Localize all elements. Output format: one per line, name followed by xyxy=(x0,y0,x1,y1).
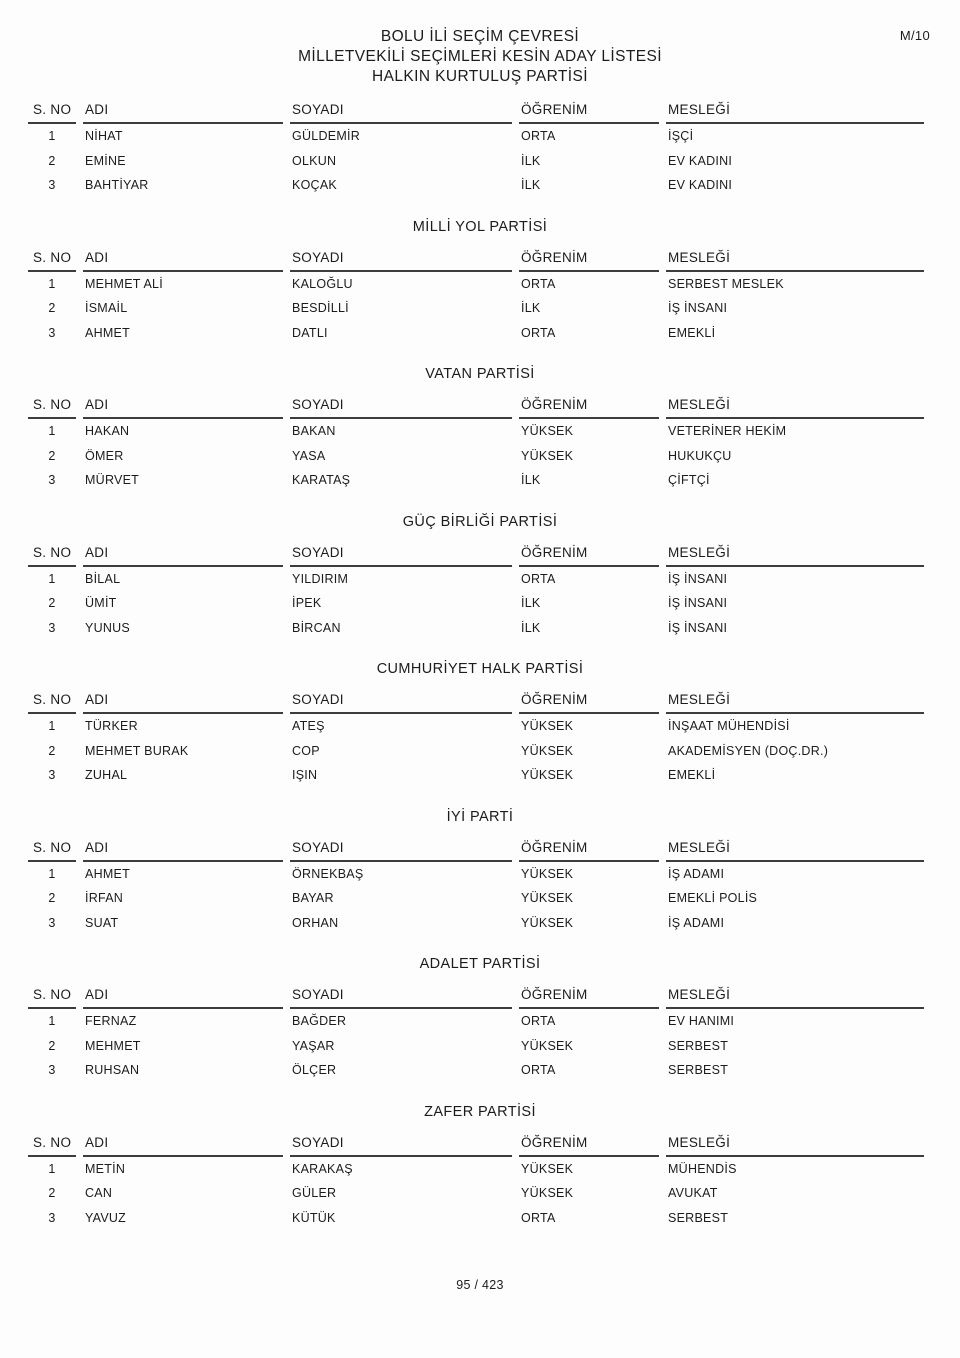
candidate-cell: 3 xyxy=(48,325,56,340)
candidate-cell: MEHMET ALİ xyxy=(85,276,163,291)
candidate-cell: İŞ ADAMI xyxy=(668,866,725,881)
candidate-cell: İŞ ADAMI xyxy=(668,915,725,930)
candidate-cell: COP xyxy=(292,743,320,758)
candidate-table xyxy=(21,980,931,1083)
candidate-cell: SERBEST MESLEK xyxy=(668,276,784,291)
candidate-cell: MÜRVET xyxy=(85,473,140,488)
candidate-cell: ORTA xyxy=(521,1210,556,1225)
candidate-cell: EV KADINI xyxy=(668,178,733,193)
candidate-cell: ORTA xyxy=(521,1014,556,1029)
column-header: ÖĞRENİM xyxy=(519,538,659,567)
candidate-row xyxy=(28,1034,924,1059)
party-section xyxy=(0,660,960,788)
candidate-row xyxy=(28,739,924,764)
candidate-row xyxy=(28,444,924,469)
column-header: ADI xyxy=(83,833,283,862)
candidate-cell: YÜKSEK xyxy=(521,866,574,881)
party-section xyxy=(0,218,960,346)
column-header: SOYADI xyxy=(290,980,512,1009)
candidate-cell: ORTA xyxy=(521,571,556,586)
candidate-cell: 2 xyxy=(48,153,56,168)
candidate-cell: YÜKSEK xyxy=(521,915,574,930)
candidate-cell: İŞ İNSANI xyxy=(668,596,728,611)
candidate-row xyxy=(28,616,924,641)
candidate-cell: ÖRNEKBAŞ xyxy=(292,866,364,881)
candidate-cell: ORTA xyxy=(521,1063,556,1078)
candidate-cell: 3 xyxy=(48,620,56,635)
candidate-row xyxy=(28,149,924,174)
candidate-cell: YILDIRIM xyxy=(292,571,349,586)
column-header: MESLEĞİ xyxy=(666,833,924,862)
candidate-cell: 2 xyxy=(48,1038,56,1053)
candidate-cell: ORHAN xyxy=(292,915,339,930)
candidate-row xyxy=(28,1206,924,1231)
column-header: ADI xyxy=(83,980,283,1009)
column-header: ADI xyxy=(83,685,283,714)
candidate-cell: AVUKAT xyxy=(668,1186,718,1201)
table-header-row xyxy=(28,538,924,567)
page-number: 95 / 423 xyxy=(456,1278,504,1292)
party-section xyxy=(0,513,960,641)
candidate-cell: KOÇAK xyxy=(292,178,338,193)
candidate-cell: SERBEST xyxy=(668,1038,729,1053)
column-header: ÖĞRENİM xyxy=(519,980,659,1009)
column-header: SOYADI xyxy=(290,243,512,272)
candidate-cell: 1 xyxy=(48,1014,56,1029)
candidate-cell: İLK xyxy=(521,620,541,635)
candidate-cell: BAKAN xyxy=(292,424,336,439)
candidate-row xyxy=(28,1181,924,1206)
column-header: S. NO xyxy=(28,1128,76,1157)
column-header: MESLEĞİ xyxy=(666,980,924,1009)
candidate-cell: KÜTÜK xyxy=(292,1210,336,1225)
table-header-row xyxy=(28,1128,924,1157)
column-header: S. NO xyxy=(28,685,76,714)
column-header: S. NO xyxy=(28,243,76,272)
candidate-cell: ÖLÇER xyxy=(292,1063,337,1078)
candidate-cell: EMEKLİ xyxy=(668,325,716,340)
table-header-row xyxy=(28,243,924,272)
candidate-row xyxy=(28,272,924,297)
candidate-cell: İSMAİL xyxy=(85,301,128,316)
candidate-row xyxy=(28,1157,924,1182)
candidate-cell: YÜKSEK xyxy=(521,1038,574,1053)
candidate-cell: 3 xyxy=(48,1063,56,1078)
candidate-cell: METİN xyxy=(85,1161,126,1176)
candidate-cell: HUKUKÇU xyxy=(668,448,732,463)
column-header: S. NO xyxy=(28,833,76,862)
document-header xyxy=(0,0,960,87)
candidate-cell: OLKUN xyxy=(292,153,337,168)
column-header: SOYADI xyxy=(290,390,512,419)
candidate-cell: AKADEMİSYEN (DOÇ.DR.) xyxy=(668,743,829,758)
candidate-cell: 3 xyxy=(48,915,56,930)
column-header: ADI xyxy=(83,390,283,419)
candidate-table xyxy=(21,390,931,493)
candidate-cell: ÇİFTÇİ xyxy=(668,473,710,488)
candidate-table xyxy=(21,1128,931,1231)
candidate-cell: 1 xyxy=(48,276,56,291)
party-section xyxy=(0,365,960,493)
candidate-cell: ÖMER xyxy=(85,448,124,463)
candidate-cell: ATEŞ xyxy=(292,719,325,734)
party-sections-container xyxy=(0,95,960,1230)
candidate-cell: İLK xyxy=(521,178,541,193)
candidate-cell: YAVUZ xyxy=(85,1210,127,1225)
candidate-cell: KARATAŞ xyxy=(292,473,351,488)
candidate-table xyxy=(21,833,931,936)
candidate-cell: EMEKLİ POLİS xyxy=(668,891,758,906)
candidate-cell: BAHTİYAR xyxy=(85,178,149,193)
candidate-cell: 3 xyxy=(48,178,56,193)
candidate-cell: İLK xyxy=(521,596,541,611)
candidate-cell: YÜKSEK xyxy=(521,768,574,783)
document-title-first-party: HALKIN KURTULUŞ PARTİSİ xyxy=(372,68,588,85)
candidate-row xyxy=(28,419,924,444)
candidate-cell: YÜKSEK xyxy=(521,743,574,758)
candidate-cell: SUAT xyxy=(85,915,119,930)
table-header-row xyxy=(28,833,924,862)
candidate-row xyxy=(28,1009,924,1034)
candidate-row xyxy=(28,591,924,616)
column-header: MESLEĞİ xyxy=(666,538,924,567)
candidate-cell: MÜHENDİS xyxy=(668,1161,737,1176)
table-header-row xyxy=(28,980,924,1009)
candidate-cell: EMİNE xyxy=(85,153,126,168)
candidate-cell: ORTA xyxy=(521,276,556,291)
column-header: ÖĞRENİM xyxy=(519,1128,659,1157)
column-header: ÖĞRENİM xyxy=(519,95,659,124)
candidate-table xyxy=(21,538,931,641)
candidate-cell: YÜKSEK xyxy=(521,448,574,463)
candidate-cell: IŞIN xyxy=(292,768,318,783)
candidate-cell: KARAKAŞ xyxy=(292,1161,353,1176)
candidate-cell: 3 xyxy=(48,768,56,783)
candidate-cell: YAŞAR xyxy=(292,1038,335,1053)
candidate-cell: 1 xyxy=(48,571,56,586)
candidate-cell: İLK xyxy=(521,301,541,316)
column-header: SOYADI xyxy=(290,685,512,714)
party-section xyxy=(0,95,960,198)
party-title: MİLLİ YOL PARTİSİ xyxy=(412,218,548,235)
candidate-cell: TÜRKER xyxy=(85,719,138,734)
candidate-cell: ORTA xyxy=(521,325,556,340)
candidate-table xyxy=(21,95,931,198)
candidate-cell: VETERİNER HEKİM xyxy=(668,424,787,439)
page-code-label: M/10 xyxy=(899,28,930,43)
candidate-cell: 2 xyxy=(48,1186,56,1201)
column-header: S. NO xyxy=(28,980,76,1009)
candidate-cell: YÜKSEK xyxy=(521,719,574,734)
candidate-cell: 1 xyxy=(48,719,56,734)
column-header: MESLEĞİ xyxy=(666,1128,924,1157)
candidate-cell: MEHMET xyxy=(85,1038,141,1053)
column-header: MESLEĞİ xyxy=(666,685,924,714)
candidate-cell: 1 xyxy=(48,424,56,439)
candidate-cell: BAĞDER xyxy=(292,1014,347,1029)
candidate-row xyxy=(28,321,924,346)
column-header: ÖĞRENİM xyxy=(519,243,659,272)
party-section xyxy=(0,808,960,936)
column-header: S. NO xyxy=(28,95,76,124)
column-header: MESLEĞİ xyxy=(666,390,924,419)
candidate-cell: 2 xyxy=(48,596,56,611)
column-header: MESLEĞİ xyxy=(666,95,924,124)
party-title: GÜÇ BİRLİĞİ PARTİSİ xyxy=(402,513,558,530)
party-section xyxy=(0,1103,960,1231)
column-header: MESLEĞİ xyxy=(666,243,924,272)
candidate-cell: GÜLDEMİR xyxy=(292,129,360,144)
candidate-cell: ZUHAL xyxy=(85,768,128,783)
candidate-cell: 1 xyxy=(48,866,56,881)
candidate-row xyxy=(28,911,924,936)
candidate-cell: İLK xyxy=(521,473,541,488)
candidate-cell: FERNAZ xyxy=(85,1014,137,1029)
candidate-row xyxy=(28,714,924,739)
candidate-table xyxy=(21,243,931,346)
candidate-row xyxy=(28,468,924,493)
party-title: ZAFER PARTİSİ xyxy=(424,1103,536,1120)
candidate-cell: BİRCAN xyxy=(292,620,341,635)
column-header: ÖĞRENİM xyxy=(519,390,659,419)
candidate-cell: SERBEST xyxy=(668,1063,729,1078)
party-title: ADALET PARTİSİ xyxy=(419,956,541,972)
candidate-cell: 2 xyxy=(48,301,56,316)
candidate-cell: AHMET xyxy=(85,325,130,340)
candidate-cell: BESDİLLİ xyxy=(292,301,349,316)
candidate-cell: 3 xyxy=(48,1210,56,1225)
document-title-list: MİLLETVEKİLİ SEÇİMLERİ KESİN ADAY LİSTESİ xyxy=(298,48,662,65)
party-title: İYİ PARTİ xyxy=(446,808,514,825)
candidate-row xyxy=(28,173,924,198)
candidate-cell: 1 xyxy=(48,129,56,144)
candidate-cell: ORTA xyxy=(521,129,556,144)
column-header: ÖĞRENİM xyxy=(519,833,659,862)
candidate-cell: 2 xyxy=(48,743,56,758)
candidate-cell: İŞ İNSANI xyxy=(668,571,728,586)
column-header: ADI xyxy=(83,95,283,124)
candidate-cell: AHMET xyxy=(85,866,130,881)
candidate-row xyxy=(28,886,924,911)
candidate-cell: NİHAT xyxy=(85,129,123,144)
candidate-cell: KALOĞLU xyxy=(292,276,353,291)
column-header: ADI xyxy=(83,538,283,567)
candidate-cell: YÜKSEK xyxy=(521,891,574,906)
candidate-cell: İRFAN xyxy=(85,891,124,906)
table-header-row xyxy=(28,685,924,714)
candidate-cell: MEHMET BURAK xyxy=(85,743,189,758)
column-header: ADI xyxy=(83,243,283,272)
party-title: VATAN PARTİSİ xyxy=(425,366,535,382)
candidate-table xyxy=(21,685,931,788)
column-header: SOYADI xyxy=(290,1128,512,1157)
candidate-row xyxy=(28,862,924,887)
column-header: SOYADI xyxy=(290,538,512,567)
candidate-cell: SERBEST xyxy=(668,1210,729,1225)
column-header: S. NO xyxy=(28,390,76,419)
candidate-cell: İLK xyxy=(521,153,541,168)
table-header-row xyxy=(28,95,924,124)
candidate-cell: CAN xyxy=(85,1186,113,1201)
candidate-cell: ÜMİT xyxy=(85,596,117,611)
column-header: SOYADI xyxy=(290,95,512,124)
column-header: S. NO xyxy=(28,538,76,567)
candidate-row xyxy=(28,124,924,149)
table-header-row xyxy=(28,390,924,419)
candidate-cell: DATLI xyxy=(292,325,328,340)
party-title: CUMHURİYET HALK PARTİSİ xyxy=(376,661,584,677)
party-section xyxy=(0,955,960,1083)
candidate-row xyxy=(28,763,924,788)
document-title-province: BOLU İLİ SEÇİM ÇEVRESİ xyxy=(380,28,580,45)
candidate-cell: İPEK xyxy=(292,596,322,611)
candidate-cell: EV HANIMI xyxy=(668,1014,735,1029)
column-header: ADI xyxy=(83,1128,283,1157)
column-header: SOYADI xyxy=(290,833,512,862)
candidate-cell: EV KADINI xyxy=(668,153,733,168)
candidate-cell: 1 xyxy=(48,1161,56,1176)
candidate-row xyxy=(28,567,924,592)
candidate-cell: İŞ İNSANI xyxy=(668,301,728,316)
candidate-cell: 3 xyxy=(48,473,56,488)
candidate-cell: YUNUS xyxy=(85,620,131,635)
candidate-cell: İNŞAAT MÜHENDİSİ xyxy=(668,719,790,734)
candidate-cell: BAYAR xyxy=(292,891,334,906)
candidate-cell: 2 xyxy=(48,891,56,906)
candidate-cell: GÜLER xyxy=(292,1186,337,1201)
candidate-cell: EMEKLİ xyxy=(668,768,716,783)
candidate-cell: İŞÇİ xyxy=(668,129,694,144)
candidate-cell: BİLAL xyxy=(85,571,121,586)
candidate-cell: YÜKSEK xyxy=(521,1161,574,1176)
candidate-cell: İŞ İNSANI xyxy=(668,620,728,635)
candidate-row xyxy=(28,1058,924,1083)
column-header: ÖĞRENİM xyxy=(519,685,659,714)
candidate-row xyxy=(28,296,924,321)
candidate-cell: 2 xyxy=(48,448,56,463)
candidate-cell: YÜKSEK xyxy=(521,1186,574,1201)
candidate-cell: RUHSAN xyxy=(85,1063,140,1078)
candidate-cell: HAKAN xyxy=(85,424,130,439)
candidate-cell: YÜKSEK xyxy=(521,424,574,439)
candidate-cell: YASA xyxy=(292,448,326,463)
